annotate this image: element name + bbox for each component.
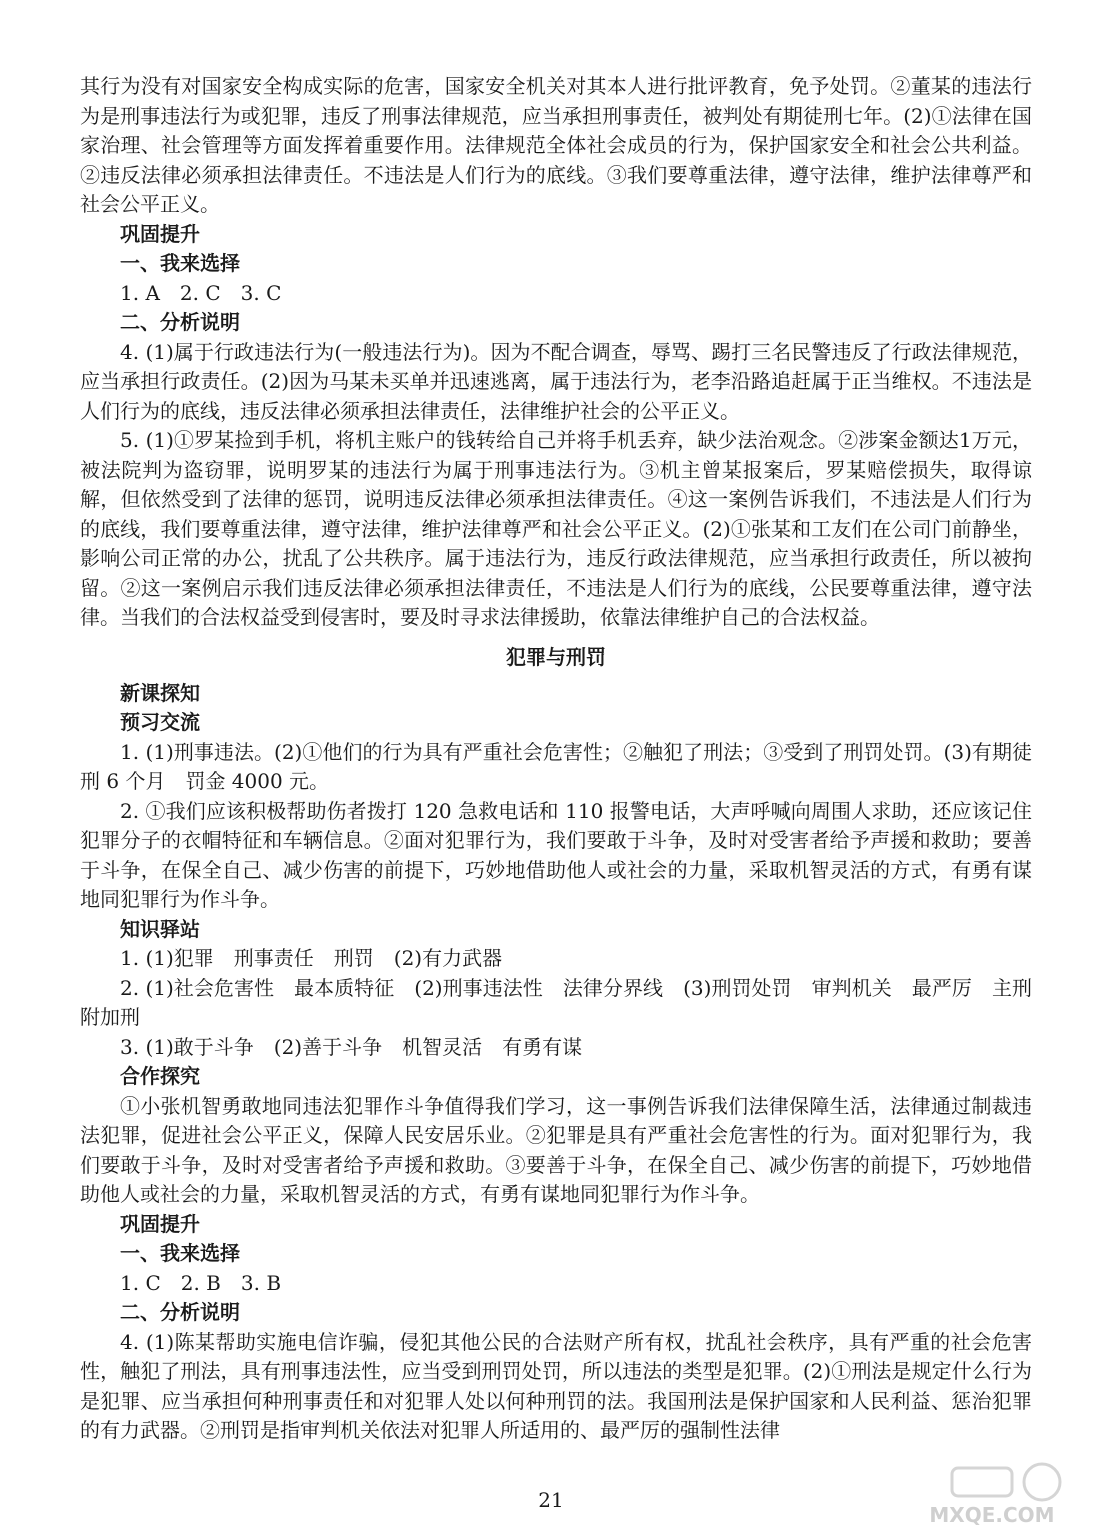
choice-answers-2: 1. C 2. B 3. B [120, 1270, 282, 1295]
subheading-analysis: 二、分析说明 [120, 310, 240, 334]
subheading-analysis-2: 二、分析说明 [120, 1300, 240, 1324]
answer-4: 4. (1)属于行政违法行为(一般违法行为)。因为不配合调查，辱骂、踢打三名民警违反了行政法律规范，应当承担行政责任。(2)因为马某未买单并迅速逃离，属于违法行为，老李沿路追赶属于正当维权。不违法是人们行为的底线，违反法律必须承担法律责任，法律维护社会的公平正义。 [80, 339, 1032, 423]
choice-answers: 1. A 2. C 3. C [120, 280, 282, 305]
knowledge-answer-3: 3. (1)敢于斗争 (2)善于斗争 机智灵活 有勇有谋 [120, 1034, 583, 1059]
subheading-choice-2: 一、我来选择 [120, 1241, 240, 1265]
subheading-choice: 一、我来选择 [120, 251, 240, 275]
analysis-answer-4: 4. (1)陈某帮助实施电信诈骗，侵犯其他公民的合法财产所有权，扰乱社会秩序，具有严重的社会危害性，触犯了刑法，具有刑事违法性，应当受到刑罚处罚，所以违法的类型是犯罪。(2)①刑法是规定什么行为是犯罪、应当承担何种刑事责任和对犯罪人处以何种刑罚的法。我国刑法是保护国家和人民利益、惩治犯罪的有力武器。②刑罚是指审判机关依法对犯罪人所适用的、最严厉的强制性法律 [80, 1329, 1032, 1442]
subheading-knowledge: 知识驿站 [120, 916, 200, 941]
knowledge-answer-2: 2. (1)社会危害性 最本质特征 (2)刑事违法性 法律分界线 (3)刑罚处罚 审判机关 最严厉 主刑 附加刑 [80, 975, 1052, 1029]
cooperation-answer: ①小张机智勇敢地同违法犯罪作斗争值得我们学习，这一事例告诉我们法律保障生活，法律通过制裁违法犯罪，促进社会公平正义，保障人民安居乐业。②犯罪是具有严重社会危害性的行为。面对犯罪行为，我们要敢于斗争，及时对受害者给予声援和救助。③要善于斗争，在保全自己、减少伤害的前提下，巧妙地借助他人或社会的力量，采取机智灵活的方式，有勇有谋地同犯罪行为作斗争。 [80, 1093, 1032, 1206]
page-number: 21 [538, 1488, 564, 1512]
answer-page [80, 72, 1052, 1446]
section-heading-consolidate-2: 巩固提升 [120, 1211, 200, 1236]
section-heading-new-lesson: 新课探知 [120, 680, 200, 705]
preview-answer-1: 1. (1)刑事违法。(2)①他们的行为具有严重社会危害性；②触犯了刑法；③受到了刑罚处罚。(3)有期徒刑 6 个月 罚金 4000 元。 [80, 739, 1032, 793]
watermark-text: MXQE.COM [929, 1503, 1055, 1527]
section-heading-consolidate: 巩固提升 [120, 221, 200, 246]
subheading-cooperation: 合作探究 [120, 1064, 200, 1088]
answer-5: 5. (1)①罗某捡到手机，将机主账户的钱转给自己并将手机丢弃，缺少法治观念。②涉案金额达1万元，被法院判为盗窃罪，说明罗某的违法行为属于刑事违法行为。③机主曾某报案后，罗某赔偿损失，取得谅解，但依然受到了法律的惩罚，说明违反法律必须承担法律责任。④这一案例告诉我们，不违法是人们行为的底线，我们要尊重法律，遵守法律，维护法律尊严和社会公平正义。(2)①张某和工友们在公司门前静坐，影响公司正常的办公，扰乱了公共秩序。属于违法行为，违反行政法律规范，应当承担行政责任，所以被拘留。②这一案例启示我们违反法律必须承担法律责任，不违法是人们行为的底线，公民要尊重法律，遵守法律。当我们的合法权益受到侵害时，要及时寻求法律援助，依靠法律维护自己的合法权益。 [80, 428, 1032, 629]
subheading-preview: 预习交流 [120, 710, 200, 734]
lesson-title: 犯罪与刑罚 [506, 644, 606, 669]
watermark-logo [892, 1460, 1092, 1530]
preview-answer-2: 2. ①我们应该积极帮助伤者拨打 120 急救电话和 110 报警电话，大声呼喊向周围人求助，还应该记住犯罪分子的衣帽特征和车辆信息。②面对犯罪行为，我们要敢于斗争，及时对受害者给予声援和救助；要善于斗争，在保全自己、减少伤害的前提下，巧妙地借助他人或社会的力量，采取机智灵活的方式，有勇有谋地同犯罪行为作斗争。 [80, 798, 1032, 911]
knowledge-answer-1: 1. (1)犯罪 刑事责任 刑罚 (2)有力武器 [120, 946, 503, 970]
paragraph-continued: 其行为没有对国家安全构成实际的危害，国家安全机关对其本人进行批评教育，免予处罚。②董某的违法行为是刑事违法行为或犯罪，违反了刑事法律规范，应当承担刑事责任，被判处有期徒刑七年。(2)①法律在国家治理、社会管理等方面发挥着重要作用。法律规范全体社会成员的行为，保护国家安全和社会公共利益。②违反法律必须承担法律责任。不违法是人们行为的底线。③我们要尊重法律，遵守法律，维护法律尊严和社会公平正义。 [80, 74, 1032, 216]
